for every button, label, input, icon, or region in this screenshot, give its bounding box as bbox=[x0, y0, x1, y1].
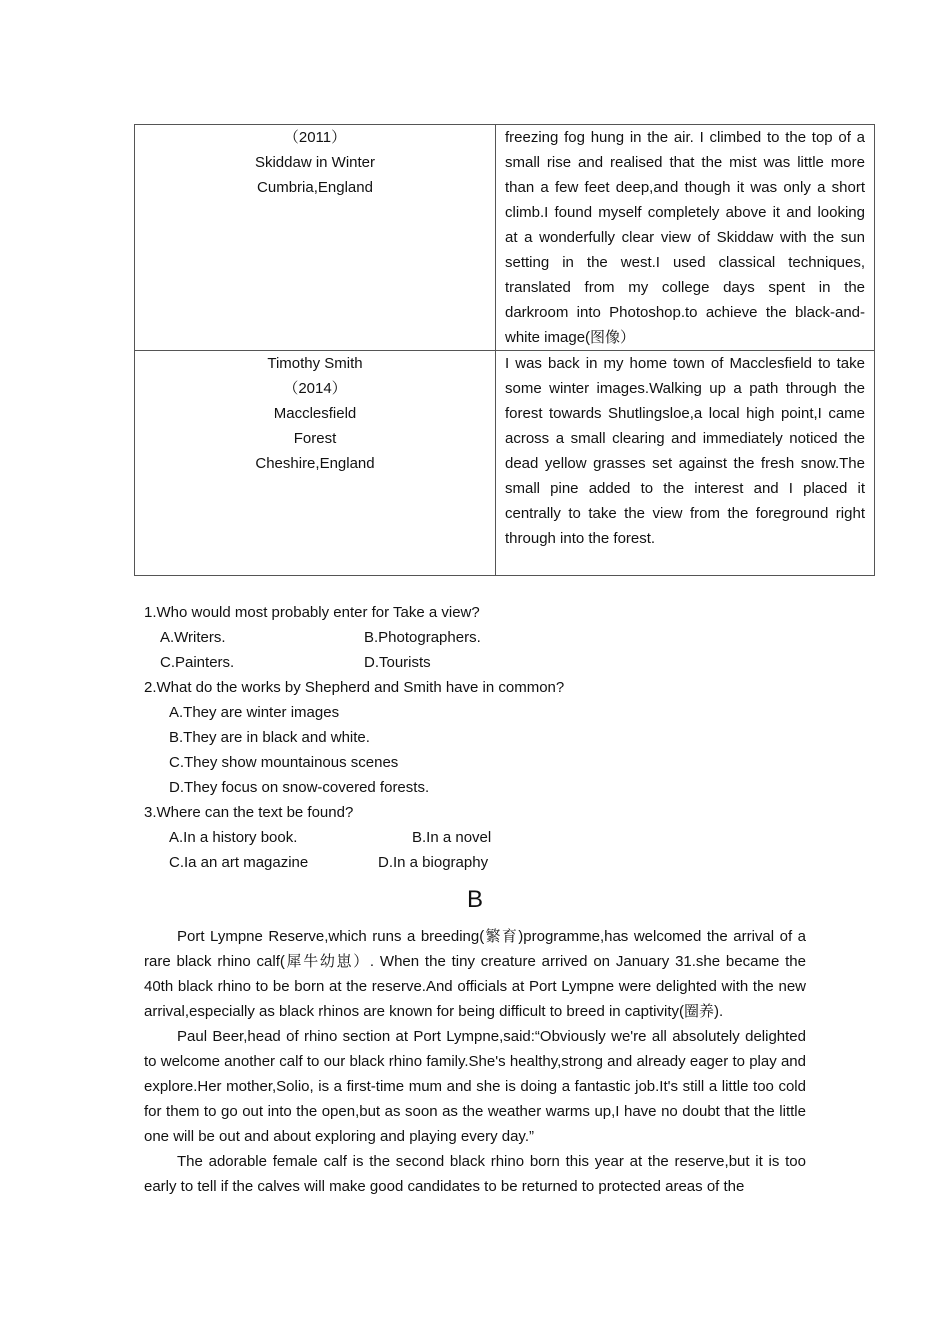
option-a[interactable]: A.They are winter images bbox=[169, 704, 340, 721]
work-location: Cheshire,England bbox=[255, 455, 375, 472]
option-c[interactable]: C.Painters. bbox=[160, 654, 235, 671]
work-info-cell bbox=[135, 351, 496, 576]
work-title: Skiddaw in Winter bbox=[254, 154, 376, 171]
passage-paragraph: Port Lympne Reserve,which runs a breeding(繁育)programme,has welcomed the arrival of a rare black rhino calf(犀牛幼崽）. When the tiny creature arrived on January 31.she became the 40th black rhino to be born at the reserve.And officials at Port Lympne were delighted with the new arrival,especially as black rhinos are known for being difficult to breed in captivity(圈养). bbox=[144, 928, 806, 1020]
option-b[interactable]: B.They are in black and white. bbox=[169, 729, 370, 746]
work-title-line: Macclesfield bbox=[273, 405, 357, 422]
reading-passage bbox=[144, 924, 806, 1199]
option-d[interactable]: D.Tourists bbox=[364, 654, 431, 671]
option-row bbox=[144, 650, 824, 675]
work-year: （2011） bbox=[283, 129, 347, 146]
work-info-cell bbox=[135, 125, 496, 351]
question-stem: 3.Where can the text be found? bbox=[144, 804, 354, 821]
question-stem: 1.Who would most probably enter for Take a view? bbox=[144, 604, 480, 621]
question-list bbox=[144, 600, 824, 875]
work-year: （2014） bbox=[283, 380, 347, 397]
passage-paragraph: Paul Beer,head of rhino section at Port Lympne,said:“Obviously we're all absolutely delighted to welcome another calf to our black rhino family.She's healthy,strong and already eager to play and explore.Her mother,Solio, is a first-time mum and she is doing a fantastic job.It's still a little too cold for them to go out into the open,but as soon as the weather warms up,I have no doubt that the little one will be out and about exploring and playing every day.” bbox=[144, 1028, 806, 1145]
work-description: freezing fog hung in the air. I climbed to the top of a small rise and realised that the mist was little more than a few feet deep,and though it was only a short climb.I found myself completely above it and looking at a wonderfully clear view of Skiddaw with the sun setting in the west.I used classical techniques, translated from my college days spent in the darkroom into Photoshop.to achieve the black-and-white image(图像） bbox=[496, 125, 875, 351]
option-d[interactable]: D.They focus on snow-covered forests. bbox=[169, 779, 430, 796]
table-row bbox=[135, 351, 875, 576]
option-row bbox=[144, 850, 824, 875]
option-b[interactable]: B.Photographers. bbox=[364, 629, 481, 646]
work-location: Cumbria,England bbox=[257, 179, 373, 196]
works-table bbox=[134, 124, 875, 576]
option-row bbox=[144, 725, 824, 750]
question-stem: 2.What do the works by Shepherd and Smith have in common? bbox=[144, 679, 565, 696]
section-heading: B bbox=[466, 886, 483, 913]
option-row bbox=[144, 775, 824, 800]
option-a[interactable]: A.Writers. bbox=[160, 629, 226, 646]
work-title-line: Forest bbox=[293, 430, 337, 447]
passage-paragraph: The adorable female calf is the second black rhino born this year at the reserve,but it is too early to tell if the calves will make good candidates to be returned to protected areas of the bbox=[144, 1153, 806, 1195]
option-row bbox=[144, 625, 824, 650]
table-row bbox=[135, 125, 875, 351]
option-d[interactable]: D.In a biography bbox=[378, 854, 489, 871]
option-row bbox=[144, 825, 824, 850]
photographer-name: Timothy Smith bbox=[267, 355, 363, 372]
work-description: I was back in my home town of Macclesfield to take some winter images.Walking up a path through the forest towards Shutlingsloe,a local high point,I came across a small clearing and immediately noticed the dead yellow grasses set against the fresh snow.The small pine added to the interest and I placed it centrally to take the view from the foreground right through into the forest. bbox=[496, 351, 875, 576]
option-c[interactable]: C.Ia an art magazine bbox=[169, 854, 309, 871]
option-row bbox=[144, 750, 824, 775]
option-a[interactable]: A.In a history book. bbox=[169, 829, 298, 846]
option-c[interactable]: C.They show mountainous scenes bbox=[169, 754, 399, 771]
option-b[interactable]: B.In a novel bbox=[412, 829, 492, 846]
option-row bbox=[144, 700, 824, 725]
